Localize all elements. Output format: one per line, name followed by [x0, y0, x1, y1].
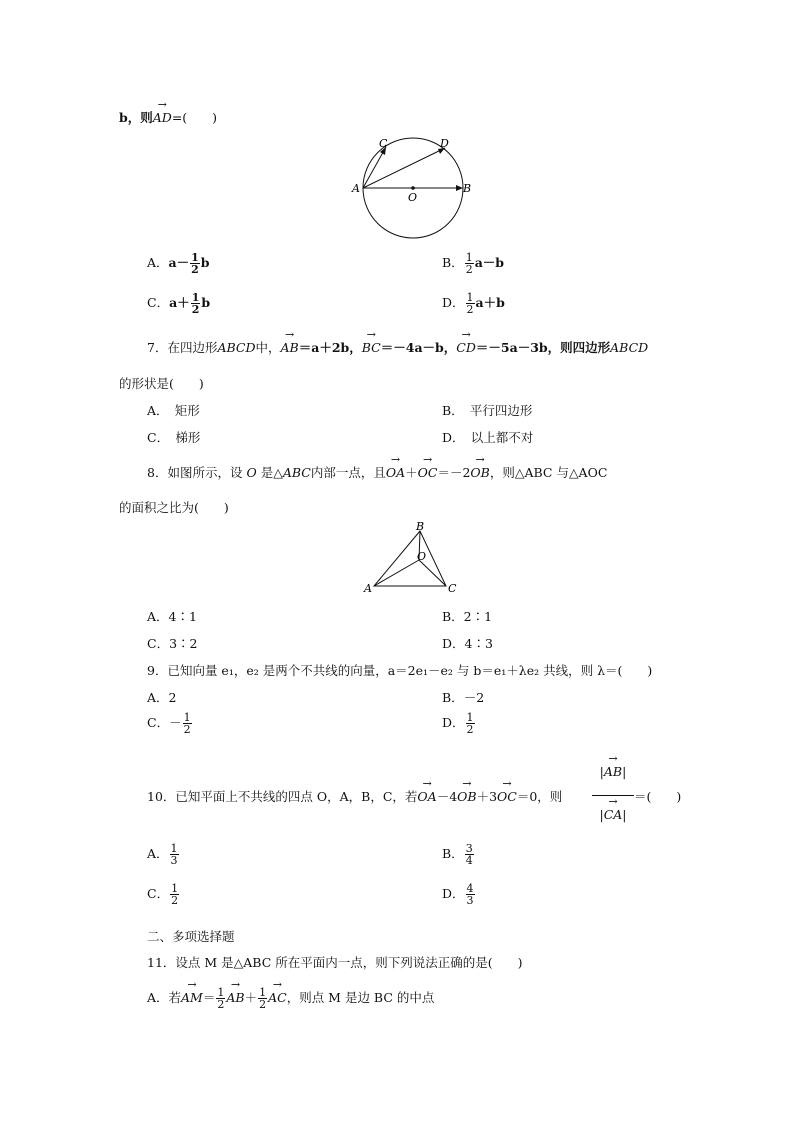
- q8-stem: 8．如图所示，设 O 是△ABC内部一点，且→ OA＋→ OC＝－2→ OB，则△ABC 与△AOC: [147, 463, 607, 481]
- q6-option-c[interactable]: C．a＋ $\frac{1}{2}$ b: [147, 291, 211, 316]
- q6-option-b[interactable]: B． $\frac{1}{2}$ a－b: [442, 251, 505, 276]
- q11-option-a[interactable]: A．若→ AM＝ $\frac{1}{2}$ → AB＋ $\frac{1}{2}$ → AC，则点 M 是边 BC 的中点: [147, 987, 434, 1010]
- q10-option-b[interactable]: B． $\frac{3}{4}$: [442, 842, 473, 867]
- q7-option-d[interactable]: D． 以上都不对: [442, 430, 534, 445]
- svg-text:B: B: [416, 520, 425, 533]
- q10-option-d[interactable]: D． $\frac{4}{3}$: [442, 882, 474, 907]
- q9-option-b[interactable]: B．－2: [442, 690, 485, 705]
- q7-stem-line2: 的形状是( ): [119, 376, 204, 391]
- svg-text:O: O: [408, 191, 418, 204]
- q6-option-a[interactable]: A．a－ $\frac{1}{2}$ b: [147, 251, 210, 276]
- q8-option-c[interactable]: C．3∶2: [147, 636, 198, 651]
- section-title-multiple-choice: 二、多项选择题: [147, 929, 235, 944]
- svg-text:A: A: [364, 582, 372, 595]
- q9-stem: 9．已知向量 e₁，e₂ 是两个不共线的向量，a＝2e₁－e₂ 与 b＝e₁＋λe₂ 共线，则 λ＝( ): [147, 663, 653, 678]
- q8-option-d[interactable]: D．4∶3: [442, 636, 493, 651]
- q9-option-a[interactable]: A．2: [147, 690, 177, 705]
- q8-triangle-figure: [360, 518, 465, 598]
- q8-option-a[interactable]: A．4∶1: [147, 609, 197, 624]
- q7-option-c[interactable]: C． 梯形: [147, 430, 201, 445]
- q7-stem: 7．在四边形ABCD中，→ AB＝a＋2b，→ BC＝－4a－b，→ CD＝－5a－3b，则四边形ABCD: [147, 338, 648, 356]
- q10-stem: 10．已知平面上不共线的四点 O，A，B，C，若→ OA－4→ OB＋3→ OC＝0，则: [147, 787, 562, 805]
- svg-text:A: A: [352, 182, 360, 195]
- svg-text:D: D: [440, 137, 449, 150]
- q9-option-d[interactable]: D． $\frac{1}{2}$: [442, 711, 474, 736]
- q9-option-c[interactable]: C．－ $\frac{1}{2}$: [147, 711, 191, 736]
- q10-blank: ＝( ): [634, 789, 682, 804]
- q10-option-c[interactable]: C． $\frac{1}{2}$: [147, 882, 179, 907]
- q10-ratio-denominator: → |CA|: [592, 807, 634, 822]
- svg-text:O: O: [417, 550, 427, 563]
- q10-ratio-numerator: → |AB|: [592, 764, 634, 779]
- q6-option-d[interactable]: D． $\frac{1}{2}$ a＋b: [442, 291, 505, 316]
- q8-option-b[interactable]: B．2∶1: [442, 609, 493, 624]
- q8-stem-line2: 的面积之比为( ): [119, 500, 229, 515]
- q6-circle-figure: [345, 135, 475, 245]
- q7-option-b[interactable]: B． 平行四边形: [442, 403, 533, 418]
- svg-text:B: B: [463, 182, 472, 195]
- q11-stem: 11．设点 M 是△ABC 所在平面内一点，则下列说法正确的是( ): [147, 955, 523, 970]
- svg-text:C: C: [379, 137, 388, 150]
- q6-stem: b，则→ AD=( ): [119, 108, 217, 126]
- q10-option-a[interactable]: A． $\frac{1}{3}$: [147, 842, 178, 867]
- svg-text:C: C: [448, 582, 457, 595]
- q7-option-a[interactable]: A． 矩形: [147, 403, 200, 418]
